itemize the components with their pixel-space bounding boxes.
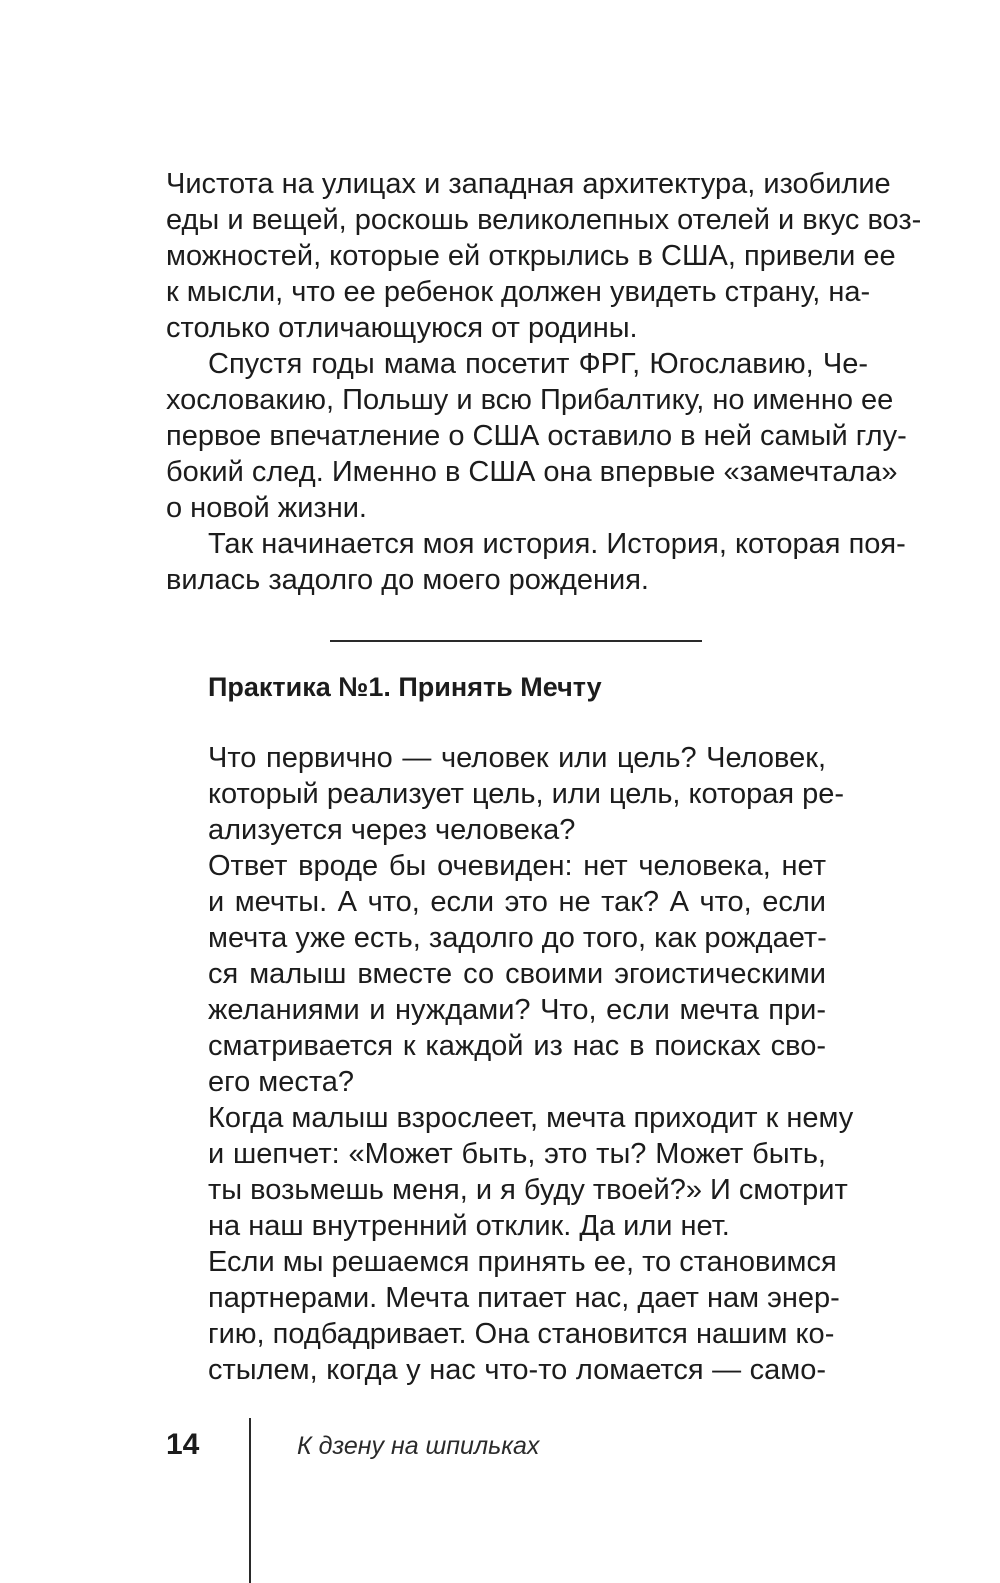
practice-text-line: стылем, когда у нас что-то ломается — само- bbox=[208, 1354, 826, 1386]
body-text-line: хословакию, Польшу и всю Прибалтику, но именно ее bbox=[166, 384, 894, 416]
body-text-line: вилась задолго до моего рождения. bbox=[166, 564, 649, 596]
practice-text-line: сматривается к каждой из нас в поисках сво- bbox=[208, 1030, 826, 1062]
practice-text-line: и мечты. А что, если это не так? А что, если bbox=[208, 886, 826, 918]
practice-heading: Практика №1. Принять Мечту bbox=[208, 672, 602, 702]
body-text-line: о новой жизни. bbox=[166, 492, 367, 524]
practice-text-line: и шепчет: «Может быть, это ты? Может быть, bbox=[208, 1138, 826, 1170]
body-text-line: к мысли, что ее ребенок должен увидеть страну, на- bbox=[166, 276, 871, 308]
practice-text-line: ся малыш вместе со своими эгоистическими bbox=[208, 958, 826, 990]
practice-text-line: Когда малыш взрослеет, мечта приходит к нему bbox=[208, 1102, 854, 1134]
body-text-line: Чистота на улицах и западная архитектура, изобилие bbox=[166, 168, 891, 200]
practice-text-line: ализуется через человека? bbox=[208, 814, 576, 846]
practice-text-line: ты возьмешь меня, и я буду твоей?» И смотрит bbox=[208, 1174, 848, 1206]
body-text-line: можностей, которые ей открылись в США, привели ее bbox=[166, 240, 896, 272]
practice-text-line: партнерами. Мечта питает нас, дает нам энер- bbox=[208, 1282, 840, 1314]
practice-text-line: Что первично — человек или цель? Человек, bbox=[208, 742, 826, 774]
body-text-line: столько отличающуюся от родины. bbox=[166, 312, 638, 344]
section-divider bbox=[330, 640, 702, 642]
practice-text-line: желаниями и нуждами? Что, если мечта при- bbox=[208, 994, 826, 1026]
footer-divider bbox=[249, 1418, 251, 1583]
body-text-line: Так начинается моя история. История, которая поя- bbox=[208, 528, 906, 560]
body-text-line: бокий след. Именно в США она впервые «замечтала» bbox=[166, 456, 898, 488]
body-text-line: первое впечатление о США оставило в ней самый глу- bbox=[166, 420, 907, 452]
practice-text-line: мечта уже есть, задолго до того, как рождает- bbox=[208, 922, 827, 954]
practice-text-line: его места? bbox=[208, 1066, 355, 1098]
page-number: 14 bbox=[166, 1428, 200, 1461]
practice-text-line: на наш внутренний отклик. Да или нет. bbox=[208, 1210, 730, 1242]
practice-text-line: гию, подбадривает. Она становится нашим ко- bbox=[208, 1318, 835, 1350]
practice-text-line: Если мы решаемся принять ее, то становимся bbox=[208, 1246, 837, 1278]
running-title: К дзену на шпильках bbox=[297, 1432, 540, 1460]
body-text-line: Спустя годы мама посетит ФРГ, Югославию, Че- bbox=[208, 348, 868, 380]
practice-text-line: Ответ вроде бы очевиден: нет человека, нет bbox=[208, 850, 826, 882]
practice-text-line: который реализует цель, или цель, которая ре- bbox=[208, 778, 845, 810]
body-text-line: еды и вещей, роскошь великолепных отелей и вкус воз- bbox=[166, 204, 922, 236]
